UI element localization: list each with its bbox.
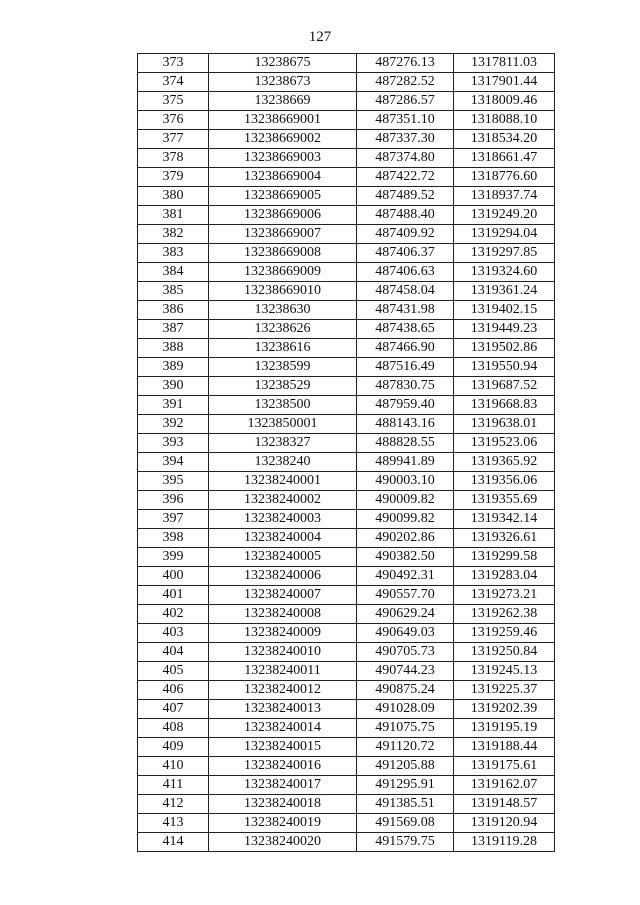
point-id-cell: 13238669 (209, 92, 357, 111)
x-coordinate-cell: 487458.04 (357, 282, 454, 301)
row-number-cell: 396 (138, 491, 209, 510)
y-coordinate-cell: 1317811.03 (454, 54, 555, 73)
table-row (138, 472, 555, 491)
table-row (138, 681, 555, 700)
table-row (138, 396, 555, 415)
x-coordinate-cell: 491569.08 (357, 814, 454, 833)
row-number-cell: 387 (138, 320, 209, 339)
row-number-cell: 397 (138, 510, 209, 529)
row-number-cell: 391 (138, 396, 209, 415)
point-id-cell: 13238240020 (209, 833, 357, 852)
x-coordinate-cell: 490705.73 (357, 643, 454, 662)
x-coordinate-cell: 488828.55 (357, 434, 454, 453)
row-number-cell: 410 (138, 757, 209, 776)
table-row (138, 130, 555, 149)
x-coordinate-cell: 487351.10 (357, 111, 454, 130)
x-coordinate-cell: 487276.13 (357, 54, 454, 73)
table-row (138, 700, 555, 719)
point-id-cell: 13238669008 (209, 244, 357, 263)
y-coordinate-cell: 1319502.86 (454, 339, 555, 358)
y-coordinate-cell: 1319259.46 (454, 624, 555, 643)
x-coordinate-cell: 487282.52 (357, 73, 454, 92)
point-id-cell: 13238669001 (209, 111, 357, 130)
row-number-cell: 404 (138, 643, 209, 662)
table-row (138, 187, 555, 206)
point-id-cell: 13238240001 (209, 472, 357, 491)
x-coordinate-cell: 490382.50 (357, 548, 454, 567)
x-coordinate-cell: 487959.40 (357, 396, 454, 415)
x-coordinate-cell: 490009.82 (357, 491, 454, 510)
point-id-cell: 13238240016 (209, 757, 357, 776)
point-id-cell: 13238240017 (209, 776, 357, 795)
row-number-cell: 414 (138, 833, 209, 852)
y-coordinate-cell: 1319249.20 (454, 206, 555, 225)
y-coordinate-cell: 1319550.94 (454, 358, 555, 377)
y-coordinate-cell: 1319668.83 (454, 396, 555, 415)
x-coordinate-cell: 487286.57 (357, 92, 454, 111)
point-id-cell: 13238240013 (209, 700, 357, 719)
table-row (138, 738, 555, 757)
x-coordinate-cell: 491120.72 (357, 738, 454, 757)
point-id-cell: 13238240008 (209, 605, 357, 624)
x-coordinate-cell: 490875.24 (357, 681, 454, 700)
row-number-cell: 393 (138, 434, 209, 453)
x-coordinate-cell: 491579.75 (357, 833, 454, 852)
x-coordinate-cell: 487406.37 (357, 244, 454, 263)
table-row (138, 491, 555, 510)
y-coordinate-cell: 1319361.24 (454, 282, 555, 301)
point-id-cell: 13238669002 (209, 130, 357, 149)
y-coordinate-cell: 1319449.23 (454, 320, 555, 339)
row-number-cell: 394 (138, 453, 209, 472)
table-row (138, 282, 555, 301)
row-number-cell: 407 (138, 700, 209, 719)
y-coordinate-cell: 1319195.19 (454, 719, 555, 738)
row-number-cell: 386 (138, 301, 209, 320)
table-row (138, 339, 555, 358)
table-row (138, 814, 555, 833)
point-id-cell: 13238626 (209, 320, 357, 339)
y-coordinate-cell: 1318937.74 (454, 187, 555, 206)
point-id-cell: 13238240012 (209, 681, 357, 700)
y-coordinate-cell: 1319356.06 (454, 472, 555, 491)
row-number-cell: 411 (138, 776, 209, 795)
row-number-cell: 403 (138, 624, 209, 643)
point-id-cell: 13238240018 (209, 795, 357, 814)
row-number-cell: 402 (138, 605, 209, 624)
point-id-cell: 13238529 (209, 377, 357, 396)
y-coordinate-cell: 1319638.01 (454, 415, 555, 434)
x-coordinate-cell: 491205.88 (357, 757, 454, 776)
row-number-cell: 384 (138, 263, 209, 282)
table-row (138, 92, 555, 111)
row-number-cell: 377 (138, 130, 209, 149)
x-coordinate-cell: 487466.90 (357, 339, 454, 358)
row-number-cell: 399 (138, 548, 209, 567)
table-row (138, 757, 555, 776)
x-coordinate-cell: 491385.51 (357, 795, 454, 814)
row-number-cell: 379 (138, 168, 209, 187)
table-row (138, 301, 555, 320)
y-coordinate-cell: 1319283.04 (454, 567, 555, 586)
point-id-cell: 13238240 (209, 453, 357, 472)
point-id-cell: 13238240003 (209, 510, 357, 529)
x-coordinate-cell: 490492.31 (357, 567, 454, 586)
table-row (138, 795, 555, 814)
row-number-cell: 390 (138, 377, 209, 396)
y-coordinate-cell: 1318534.20 (454, 130, 555, 149)
point-id-cell: 13238669009 (209, 263, 357, 282)
table-row (138, 453, 555, 472)
table-row (138, 263, 555, 282)
x-coordinate-cell: 491028.09 (357, 700, 454, 719)
point-id-cell: 13238500 (209, 396, 357, 415)
row-number-cell: 389 (138, 358, 209, 377)
table-row (138, 168, 555, 187)
row-number-cell: 383 (138, 244, 209, 263)
row-number-cell: 374 (138, 73, 209, 92)
y-coordinate-cell: 1318009.46 (454, 92, 555, 111)
table-row (138, 434, 555, 453)
table-row (138, 586, 555, 605)
point-id-cell: 13238669010 (209, 282, 357, 301)
x-coordinate-cell: 487422.72 (357, 168, 454, 187)
table-row (138, 73, 555, 92)
point-id-cell: 13238599 (209, 358, 357, 377)
y-coordinate-cell: 1319326.61 (454, 529, 555, 548)
point-id-cell: 13238669003 (209, 149, 357, 168)
row-number-cell: 388 (138, 339, 209, 358)
point-id-cell: 13238240019 (209, 814, 357, 833)
table-row (138, 415, 555, 434)
row-number-cell: 375 (138, 92, 209, 111)
row-number-cell: 380 (138, 187, 209, 206)
coordinates-table-body (138, 54, 555, 852)
row-number-cell: 409 (138, 738, 209, 757)
y-coordinate-cell: 1319299.58 (454, 548, 555, 567)
row-number-cell: 413 (138, 814, 209, 833)
point-id-cell: 13238240011 (209, 662, 357, 681)
row-number-cell: 412 (138, 795, 209, 814)
point-id-cell: 13238630 (209, 301, 357, 320)
x-coordinate-cell: 487438.65 (357, 320, 454, 339)
table-row (138, 605, 555, 624)
y-coordinate-cell: 1319175.61 (454, 757, 555, 776)
point-id-cell: 13238616 (209, 339, 357, 358)
table-row (138, 320, 555, 339)
point-id-cell: 13238673 (209, 73, 357, 92)
table-row (138, 548, 555, 567)
y-coordinate-cell: 1319402.15 (454, 301, 555, 320)
y-coordinate-cell: 1319294.04 (454, 225, 555, 244)
x-coordinate-cell: 489941.89 (357, 453, 454, 472)
y-coordinate-cell: 1319119.28 (454, 833, 555, 852)
x-coordinate-cell: 487337.30 (357, 130, 454, 149)
row-number-cell: 405 (138, 662, 209, 681)
y-coordinate-cell: 1319273.21 (454, 586, 555, 605)
table-row (138, 111, 555, 130)
y-coordinate-cell: 1319355.69 (454, 491, 555, 510)
x-coordinate-cell: 490649.03 (357, 624, 454, 643)
row-number-cell: 398 (138, 529, 209, 548)
table-row (138, 244, 555, 263)
coordinates-table (137, 53, 555, 852)
y-coordinate-cell: 1319297.85 (454, 244, 555, 263)
y-coordinate-cell: 1318661.47 (454, 149, 555, 168)
y-coordinate-cell: 1319148.57 (454, 795, 555, 814)
point-id-cell: 13238327 (209, 434, 357, 453)
x-coordinate-cell: 490202.86 (357, 529, 454, 548)
x-coordinate-cell: 487489.52 (357, 187, 454, 206)
point-id-cell: 1323850001 (209, 415, 357, 434)
y-coordinate-cell: 1319324.60 (454, 263, 555, 282)
y-coordinate-cell: 1317901.44 (454, 73, 555, 92)
point-id-cell: 13238240006 (209, 567, 357, 586)
x-coordinate-cell: 488143.16 (357, 415, 454, 434)
y-coordinate-cell: 1319342.14 (454, 510, 555, 529)
table-row (138, 643, 555, 662)
point-id-cell: 13238240010 (209, 643, 357, 662)
point-id-cell: 13238669004 (209, 168, 357, 187)
row-number-cell: 401 (138, 586, 209, 605)
x-coordinate-cell: 490629.24 (357, 605, 454, 624)
y-coordinate-cell: 1318088.10 (454, 111, 555, 130)
y-coordinate-cell: 1319262.38 (454, 605, 555, 624)
point-id-cell: 13238669005 (209, 187, 357, 206)
row-number-cell: 395 (138, 472, 209, 491)
row-number-cell: 373 (138, 54, 209, 73)
table-row (138, 529, 555, 548)
point-id-cell: 13238675 (209, 54, 357, 73)
table-row (138, 149, 555, 168)
table-row (138, 833, 555, 852)
point-id-cell: 13238669006 (209, 206, 357, 225)
row-number-cell: 406 (138, 681, 209, 700)
point-id-cell: 13238669007 (209, 225, 357, 244)
y-coordinate-cell: 1319245.13 (454, 662, 555, 681)
row-number-cell: 382 (138, 225, 209, 244)
y-coordinate-cell: 1319250.84 (454, 643, 555, 662)
y-coordinate-cell: 1319687.52 (454, 377, 555, 396)
row-number-cell: 392 (138, 415, 209, 434)
table-row (138, 225, 555, 244)
row-number-cell: 408 (138, 719, 209, 738)
table-row (138, 776, 555, 795)
x-coordinate-cell: 490003.10 (357, 472, 454, 491)
x-coordinate-cell: 487431.98 (357, 301, 454, 320)
x-coordinate-cell: 491075.75 (357, 719, 454, 738)
point-id-cell: 13238240014 (209, 719, 357, 738)
table-row (138, 567, 555, 586)
table-row (138, 662, 555, 681)
table-row (138, 719, 555, 738)
x-coordinate-cell: 487516.49 (357, 358, 454, 377)
point-id-cell: 13238240004 (209, 529, 357, 548)
table-row (138, 54, 555, 73)
table-row (138, 624, 555, 643)
y-coordinate-cell: 1319365.92 (454, 453, 555, 472)
point-id-cell: 13238240015 (209, 738, 357, 757)
point-id-cell: 13238240002 (209, 491, 357, 510)
table-row (138, 206, 555, 225)
y-coordinate-cell: 1319120.94 (454, 814, 555, 833)
x-coordinate-cell: 487374.80 (357, 149, 454, 168)
row-number-cell: 378 (138, 149, 209, 168)
point-id-cell: 13238240009 (209, 624, 357, 643)
page-number: 127 (308, 29, 332, 45)
x-coordinate-cell: 487406.63 (357, 263, 454, 282)
row-number-cell: 385 (138, 282, 209, 301)
row-number-cell: 400 (138, 567, 209, 586)
x-coordinate-cell: 490557.70 (357, 586, 454, 605)
table-row (138, 510, 555, 529)
row-number-cell: 376 (138, 111, 209, 130)
x-coordinate-cell: 487488.40 (357, 206, 454, 225)
x-coordinate-cell: 491295.91 (357, 776, 454, 795)
x-coordinate-cell: 490744.23 (357, 662, 454, 681)
point-id-cell: 13238240007 (209, 586, 357, 605)
y-coordinate-cell: 1319523.06 (454, 434, 555, 453)
y-coordinate-cell: 1318776.60 (454, 168, 555, 187)
x-coordinate-cell: 490099.82 (357, 510, 454, 529)
table-row (138, 377, 555, 396)
y-coordinate-cell: 1319202.39 (454, 700, 555, 719)
row-number-cell: 381 (138, 206, 209, 225)
x-coordinate-cell: 487409.92 (357, 225, 454, 244)
point-id-cell: 13238240005 (209, 548, 357, 567)
x-coordinate-cell: 487830.75 (357, 377, 454, 396)
y-coordinate-cell: 1319162.07 (454, 776, 555, 795)
y-coordinate-cell: 1319225.37 (454, 681, 555, 700)
y-coordinate-cell: 1319188.44 (454, 738, 555, 757)
table-row (138, 358, 555, 377)
